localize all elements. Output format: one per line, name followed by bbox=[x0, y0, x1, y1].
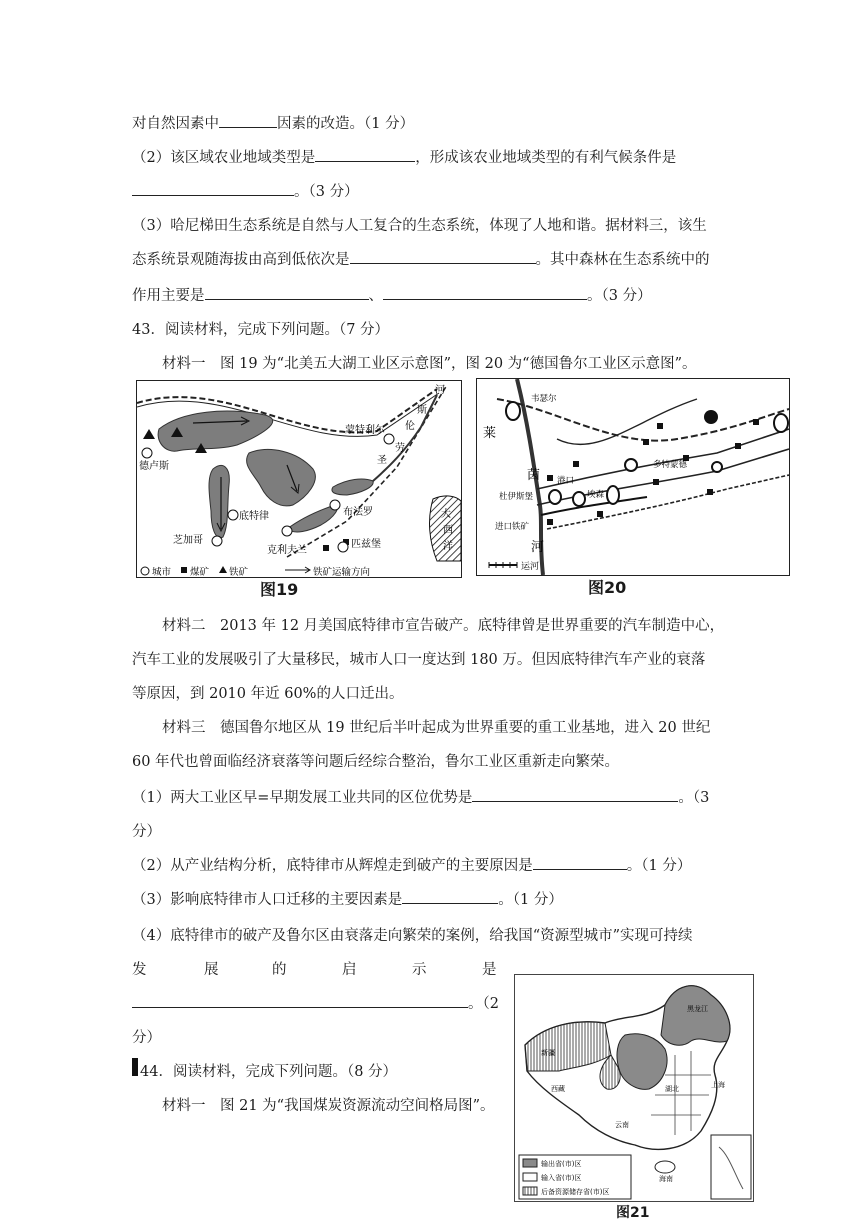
city-icon bbox=[384, 434, 394, 444]
answer-blank[interactable] bbox=[383, 285, 587, 300]
label-cleveland: 克利夫兰 bbox=[267, 545, 307, 556]
answer-blank[interactable] bbox=[132, 181, 294, 196]
q43-sub1-cont: 分） bbox=[132, 824, 161, 840]
city-icon bbox=[330, 500, 340, 510]
q42-part2: （2）该区域农业地域类型是 ，形成该农业地域类型的有利气候条件是 bbox=[132, 146, 676, 167]
legend-canal: 运河 bbox=[521, 562, 540, 572]
label-import-iron: 进口铁矿 bbox=[495, 522, 530, 532]
answer-blank[interactable] bbox=[132, 993, 468, 1008]
legend-transport: 铁矿运输方向 bbox=[313, 567, 371, 577]
answer-blank[interactable] bbox=[205, 285, 369, 300]
city-icon bbox=[142, 448, 152, 458]
label-hubei: 湖北 bbox=[665, 1085, 679, 1093]
label-rhine: 河 bbox=[531, 540, 545, 555]
legend-import: 输入省(市)区 bbox=[541, 1174, 582, 1182]
city-icon bbox=[573, 492, 585, 506]
label-shanghai: 上海 bbox=[711, 1081, 725, 1089]
iron-ore-icon bbox=[143, 429, 155, 439]
answer-blank[interactable] bbox=[472, 787, 678, 802]
city-icon bbox=[774, 414, 788, 432]
region-heilongjiang bbox=[661, 986, 730, 1045]
q43-sub4-word: 示 bbox=[412, 962, 427, 978]
label-buffalo: 布法罗 bbox=[343, 507, 373, 518]
label-yunnan: 云南 bbox=[615, 1121, 629, 1129]
label-atlantic: 西 bbox=[443, 525, 453, 536]
q43-sub4-cont: 。（2 bbox=[132, 992, 499, 1013]
figure-21-china-coal-map bbox=[514, 974, 754, 1202]
label-xinjiang: 新疆 bbox=[541, 1049, 555, 1057]
q43-sub4-cont2: 分） bbox=[132, 1030, 161, 1046]
label-detroit: 底特律 bbox=[239, 511, 269, 522]
label-rhine: 茵 bbox=[527, 468, 541, 483]
city-icon bbox=[625, 459, 637, 471]
q42-line1: 对自然因素中 因素的改造。（1 分） bbox=[132, 112, 414, 133]
ruhr-map-drawing bbox=[477, 379, 789, 575]
lake-erie bbox=[287, 505, 337, 532]
label-river-char: 圣 bbox=[377, 455, 387, 466]
city-icon bbox=[549, 490, 561, 504]
bookmark-marker bbox=[132, 1058, 138, 1076]
label-wesel: 韦瑟尔 bbox=[531, 394, 557, 404]
q42-part2-cont: 。（3 分） bbox=[132, 180, 359, 201]
q43-material2-cont2: 等原因，到 2010 年近 60%的人口迁出。 bbox=[132, 686, 404, 702]
lake-ontario bbox=[332, 479, 373, 495]
label-river-char: 伦 bbox=[405, 421, 415, 432]
city-icon bbox=[228, 510, 238, 520]
q43-sub2: （2）从产业结构分析，底特律市从辉煌走到破产的主要原因是 。（1 分） bbox=[132, 854, 691, 875]
china-coal-map-drawing bbox=[515, 975, 753, 1201]
figure-19-great-lakes-map bbox=[136, 380, 462, 578]
figure-20-ruhr-map bbox=[476, 378, 790, 576]
q43-sub4-word: 展 bbox=[204, 962, 219, 978]
q43-material3-cont: 60 年代也曾面临经济衰落等问题后经综合整治，鲁尔工业区重新走向繁荣。 bbox=[132, 754, 620, 770]
legend-coal: 煤矿 bbox=[190, 567, 210, 577]
figure-20-caption: 图20 bbox=[588, 578, 627, 597]
q44-material1: 材料一 图 21 为“我国煤炭资源流动空间格局图”。 bbox=[162, 1098, 495, 1114]
label-atlantic: 大 bbox=[441, 509, 451, 520]
answer-blank[interactable] bbox=[219, 113, 277, 128]
coal-mine-icon bbox=[323, 545, 329, 551]
q43-sub4-word: 发 bbox=[132, 962, 147, 978]
city-icon bbox=[607, 486, 619, 504]
label-duluth: 德卢斯 bbox=[139, 461, 169, 472]
label-xizang: 西藏 bbox=[551, 1085, 565, 1093]
label-duisburg: 杜伊斯堡 bbox=[499, 492, 534, 502]
answer-blank[interactable] bbox=[315, 147, 415, 162]
label-montreal: 蒙特利尔 bbox=[345, 425, 385, 436]
label-heilongjiang: 黑龙江 bbox=[687, 1005, 708, 1013]
q43-material2-cont: 汽车工业的发展吸引了大量移民，城市人口一度达到 180 万。但因底特律汽车产业的衰落 bbox=[132, 652, 706, 668]
st-lawrence-river bbox=[373, 395, 437, 481]
legend-export: 输出省(市)区 bbox=[541, 1160, 582, 1168]
city-icon bbox=[506, 402, 520, 420]
city-icon bbox=[712, 462, 722, 472]
label-pittsburgh: 匹兹堡 bbox=[351, 539, 381, 550]
q42-part3: （3）哈尼梯田生态系统是自然与人工复合的生态系统，体现了人地和谐。据材料三，该生 bbox=[132, 218, 707, 234]
answer-blank[interactable] bbox=[533, 855, 627, 870]
label-river-char: 河 bbox=[435, 385, 445, 396]
q43-material2: 材料二 2013 年 12 月美国底特律市宣告破产。底特律曾是世界重要的汽车制造中心， bbox=[162, 618, 725, 634]
label-hainan: 海南 bbox=[659, 1175, 673, 1183]
q43-sub1: （1）两大工业区早=早期发展工业共同的区位优势是 。（3 bbox=[132, 786, 709, 807]
city-icon bbox=[338, 542, 348, 552]
label-river-char: 斯 bbox=[417, 405, 427, 416]
legend-potential: 后备资源储存省(市)区 bbox=[541, 1188, 610, 1196]
q43-material1: 材料一 图 19 为“北美五大湖工业区示意图”，图 20 为“德国鲁尔工业区示意图”。 bbox=[162, 356, 697, 372]
label-river-char: 劳 bbox=[395, 443, 405, 454]
q43-sub4-word: 是 bbox=[482, 962, 497, 978]
q43-sub4: （4）底特律市的破产及鲁尔区由衰落走向繁荣的案例，给我国“资源型城市”实现可持续 bbox=[132, 928, 693, 944]
q42-part3-cont: 态系统景观随海拔由高到低依次是 。其中森林在生态系统中的 bbox=[132, 248, 710, 269]
label-port: 港口 bbox=[557, 476, 575, 486]
label-dortmund: 多特蒙德 bbox=[653, 460, 688, 470]
q42-part3-cont2: 作用主要是 、 。（3 分） bbox=[132, 284, 652, 305]
label-essen: 埃森 bbox=[587, 490, 605, 500]
label-atlantic: 洋 bbox=[443, 541, 453, 552]
city-icon bbox=[212, 536, 222, 546]
great-lakes-map-drawing bbox=[137, 381, 461, 577]
q43-material3: 材料三 德国鲁尔地区从 19 世纪后半叶起成为世界重要的重工业基地，进入 20 世纪 bbox=[162, 720, 711, 736]
label-rhine: 莱 bbox=[483, 426, 497, 441]
figure-19-caption: 图19 bbox=[260, 580, 299, 599]
q43-sub3: （3）影响底特律市人口迁移的主要因素是 。（1 分） bbox=[132, 888, 563, 909]
legend-city: 城市 bbox=[152, 567, 172, 577]
q43-title: 43．阅读材料，完成下列问题。（7 分） bbox=[132, 322, 390, 338]
city-icon bbox=[282, 526, 292, 536]
figure-21-caption: 图21 bbox=[616, 1205, 650, 1221]
q44-title: 44．阅读材料，完成下列问题。（8 分） bbox=[140, 1064, 398, 1080]
q43-sub4-word: 启 bbox=[342, 962, 357, 978]
legend-iron: 铁矿 bbox=[229, 567, 249, 577]
answer-blank[interactable] bbox=[402, 889, 498, 904]
label-chicago: 芝加哥 bbox=[173, 535, 203, 546]
answer-blank[interactable] bbox=[350, 249, 536, 264]
lake-huron bbox=[247, 450, 316, 506]
q43-sub4-word: 的 bbox=[272, 962, 287, 978]
railway-line bbox=[497, 399, 789, 441]
